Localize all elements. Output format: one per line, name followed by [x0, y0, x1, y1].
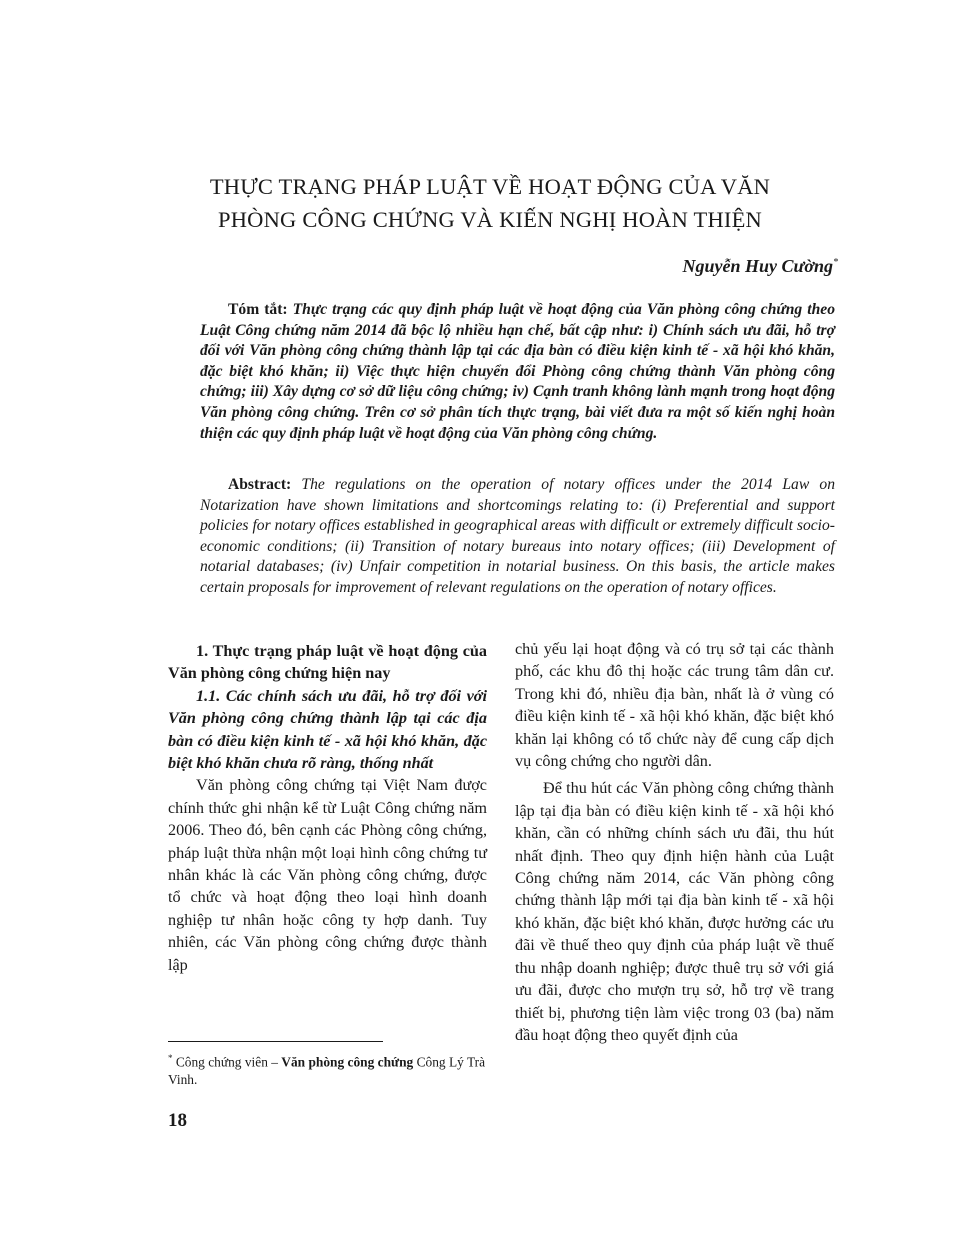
abstract-vi-text: Thực trạng các quy định pháp luật về hoạt động của Văn phòng công chứng theo Luật Công chứng năm 2014 đã bộc lộ nhiều hạn chế, bất cập như: i) Chính sách ưu đãi, hỗ trợ đối với Văn phòng công chứng thành lập tại các địa bàn có điều kiện kinh tế - xã hội khó khăn, đặc biệt khó khăn; ii) Việc thực hiện chuyển đổi Phòng công chứng thành Văn phòng công chứng; iii) Xây dựng cơ sở dữ liệu công chứng; iv) Cạnh tranh không lành mạnh trong hoạt động Văn phòng công chứng. Trên cơ sở phân tích thực trạng, bài viết đưa ra một số kiến nghị hoàn thiện các quy định pháp luật về hoạt động của Văn phòng công chứng.: [200, 301, 835, 442]
body-paragraph: Để thu hút các Văn phòng công chứng thành lập tại địa bàn có điều kiện kinh tế - xã hội khó khăn, cần có những chính sách ưu đãi, thu hút nhất định. Theo quy định hiện hành của Luật Công chứng năm 2014, các Văn phòng công chứng thành lập mới tại địa bàn kinh tế - xã hội khó khăn, đặc biệt khó khăn, được hưởng các ưu đãi về thuế theo quy định của pháp luật về thuế thu nhập doanh nghiệp; được thuê trụ sở với giá ưu đãi, được cho mượn trụ sở, hỗ trợ về trang thiết bị, phương tiện làm việc trong 03 (ba) năm đầu hoạt động theo quyết định của: [515, 779, 834, 1044]
footnote-text-b: Văn phòng công chứng: [281, 1054, 414, 1070]
title-line-2: PHÒNG CÔNG CHỨNG VÀ KIẾN NGHỊ HOÀN THIỆN: [218, 207, 762, 232]
abstract-english: [200, 475, 835, 599]
abstract-en-label: Abstract:: [228, 476, 292, 493]
subsection-heading: 1.1. Các chính sách ưu đãi, hỗ trợ đối với Văn phòng công chứng thành lập tại các địa bàn có điều kiện kinh tế - xã hội khó khăn, đặc biệt khó khăn chưa rõ ràng, thống nhất: [168, 686, 487, 773]
author-name: [683, 256, 838, 277]
footnote-divider: [168, 1041, 383, 1042]
right-column: [515, 638, 834, 1046]
author-footnote-mark: *: [833, 257, 838, 268]
author-name-text: Nguyễn Huy Cường: [682, 256, 833, 276]
abstract-en-text: The regulations on the operation of notary offices under the 2014 Law on Notarization have shown limitations and shortcomings relating to: (i) Preferential and support policies for notary offices established in geographical areas with difficult or extremely difficult socio-economic conditions; (ii) Transition of notary bureaus into notary offices; (iii) Development of notarial databases; (iv) Unfair competition in notarial business. On this basis, the article makes certain proposals for improvement of relevant regulations on the operation of notary offices.: [200, 476, 835, 596]
page-number: 18: [168, 1110, 187, 1131]
body-paragraph: Văn phòng công chứng tại Việt Nam được chính thức ghi nhận kể từ Luật Công chứng năm 2006. Theo đó, bên cạnh các Phòng công chứng, pháp luật thừa nhận một loại hình công chứng tư nhân khác là các Văn phòng công chứng, được tổ chức và hoạt động theo loại hình doanh nghiệp tư nhân hoặc công ty hợp danh. Tuy nhiên, các Văn phòng công chứng được thành lập: [168, 776, 487, 974]
footnote-text-c: Công Lý Trà Vinh.: [168, 1054, 486, 1088]
left-column: [168, 640, 487, 976]
abstract-vi-label: Tóm tắt:: [228, 301, 288, 318]
section-heading: 1. Thực trạng pháp luật về hoạt động của Văn phòng công chứng hiện nay: [168, 642, 487, 683]
body-paragraph-continued: chủ yếu lại hoạt động và có trụ sở tại các thành phố, các khu đô thị hoặc các trung tâm dân cư. Trong khi đó, nhiều địa bàn, nhất là ở vùng có điều kiện kinh tế - xã hội khó khăn, đặc biệt khó khăn lại không có tổ chức này để cung cấp dịch vụ công chứng cho người dân.: [515, 640, 834, 771]
footnote: [168, 1049, 488, 1089]
footnote-text-a: Công chứng viên –: [172, 1054, 282, 1070]
article-title: [140, 170, 840, 236]
abstract-vietnamese: [200, 300, 835, 444]
title-line-1: THỰC TRẠNG PHÁP LUẬT VỀ HOẠT ĐỘNG CỦA VĂN: [209, 174, 771, 199]
footnote-mark: *: [168, 1053, 173, 1063]
